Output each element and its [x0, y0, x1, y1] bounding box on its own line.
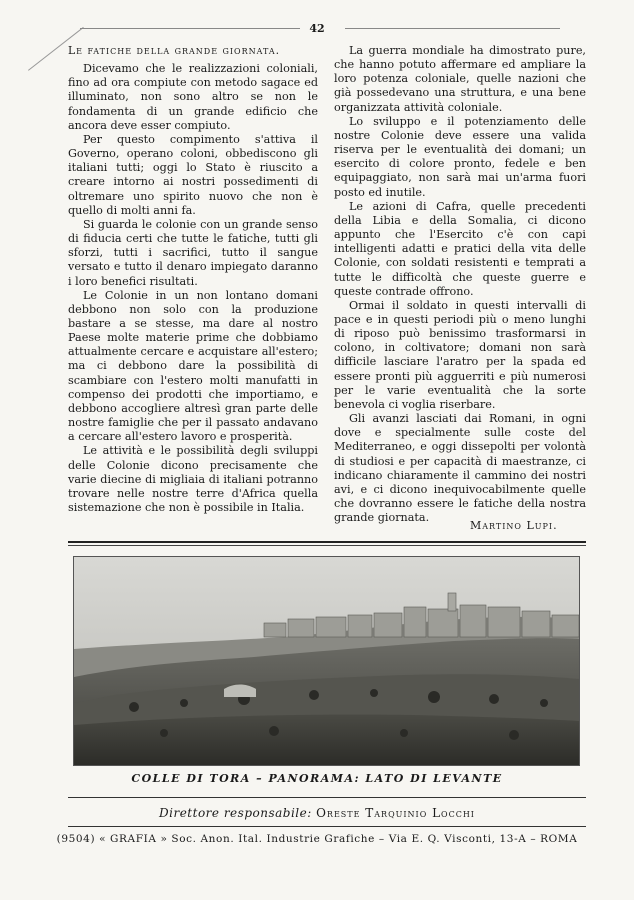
header-rule-right — [345, 28, 560, 29]
paragraph: Le azioni di Cafra, quelle precedenti della Libia e della Somalia, ci dicono appunto che l'Esercito c'è con capi intelligenti adatti e pratici della vita delle Colonie, con soldati resistenti e temprati a tutte le difficoltà che queste guerre e queste contrade offrono. — [334, 199, 586, 298]
paragraph: La guerra mondiale ha dimostrato pure, che hanno potuto affermare ed ampliare la loro potenza coloniale, quelle nazioni che già possedevano una struttura, e una bene organizzata attività coloniale. — [334, 44, 586, 114]
paragraph: Lo sviluppo e il potenziamento delle nostre Colonie deve essere una valida riserva per le eventualità dei domani; un esercito di colore pronto, fedele e ben equipaggiato, non sarà mai un'arma fuori posto ed inutile. — [334, 114, 586, 199]
page-number: 42 — [309, 22, 325, 35]
author-signature: Martino Lupi. — [470, 519, 558, 532]
footer-rule-bottom — [68, 826, 586, 827]
photo-caption: COLLE DI TORA – PANORAMA: LATO DI LEVANTE — [131, 772, 503, 785]
section-rule-thick — [68, 541, 586, 543]
footer-rule-top — [68, 797, 586, 798]
article-title: Le fatiche della grande giornata. — [68, 44, 281, 57]
paragraph: Ormai il soldato in questi intervalli di pace e in questi periodi più o meno lunghi di riposo può benissimo trasformarsi in colono, in coltivatore; domani non sarà difficile lasciare l'aratro per la spada ed essere pronti più agguerriti e più numerosi per le varie eventualità che la sorte benevola ci voglia riserbare. — [334, 298, 586, 411]
article-column-right — [334, 44, 586, 525]
paragraph: Le Colonie in un non lontano domani debbono non solo con la produzione bastare a se stesse, ma dare al nostro Paese molte materie prime che dobbiamo attualmente cercare e acquistare all'estero; ma ci debbono dare la possibilità di scambiare con l'estero molti manufatti in compenso dei prodotti che importiamo, e debbono accogliere altresì gran parte delle nostre famiglie che per il passato andavano a cercare all'estero lavoro e prosperità. — [68, 288, 318, 444]
section-rule-thin — [68, 545, 586, 546]
paragraph: Gli avanzi lasciati dai Romani, in ogni dove e specialmente sulle coste del Mediterraneo, e oggi dissepolti per volontà di studiosi e per capacità di maestranze, ci indicano chiaramente il cammino dei nostri avi, e ci dicono inequivocabilmente quelle che dovranno essere le fatiche della nostra grande giornata. — [334, 412, 586, 525]
paragraph: Dicevamo che le realizzazioni coloniali, fino ad ora compiute con metodo sagace ed illuminato, non sono altro se non le fondamenta di un grande edificio che ancora deve esser compiuto. — [68, 62, 318, 132]
printer-line: (9504) « GRAFIA » Soc. Anon. Ital. Industrie Grafiche – Via E. Q. Visconti, 13-A – ROMA — [56, 833, 578, 845]
director-label: Direttore responsabile: — [159, 806, 312, 820]
paragraph: Le attività e le possibilità degli sviluppi delle Colonie dicono precisamente che varie diecine di migliaia di italiani potranno trovare nelle nostre terre d'Africa quella sistemazione che non è possibile in Italia. — [68, 444, 318, 514]
paragraph: Per questo compimento s'attiva il Governo, operano coloni, obbediscono gli italiani tutti; oggi lo Stato è riuscito a creare intorno ai nostri possedimenti di oltremare uno spirito nuovo che non è quello di molti anni fa. — [68, 132, 318, 217]
panorama-photo — [73, 556, 580, 766]
director-name: Oreste Tarquinio Locchi — [316, 806, 475, 820]
paragraph: Si guarda le colonie con un grande senso di fiducia certi che tutte le fatiche, tutti gli sforzi, tutti i sacrifici, tutto il sangue versato e tutto il denaro impiegato daranno i loro benefici risultati. — [68, 217, 318, 288]
article-column-left — [68, 44, 318, 515]
director-line — [0, 806, 634, 820]
